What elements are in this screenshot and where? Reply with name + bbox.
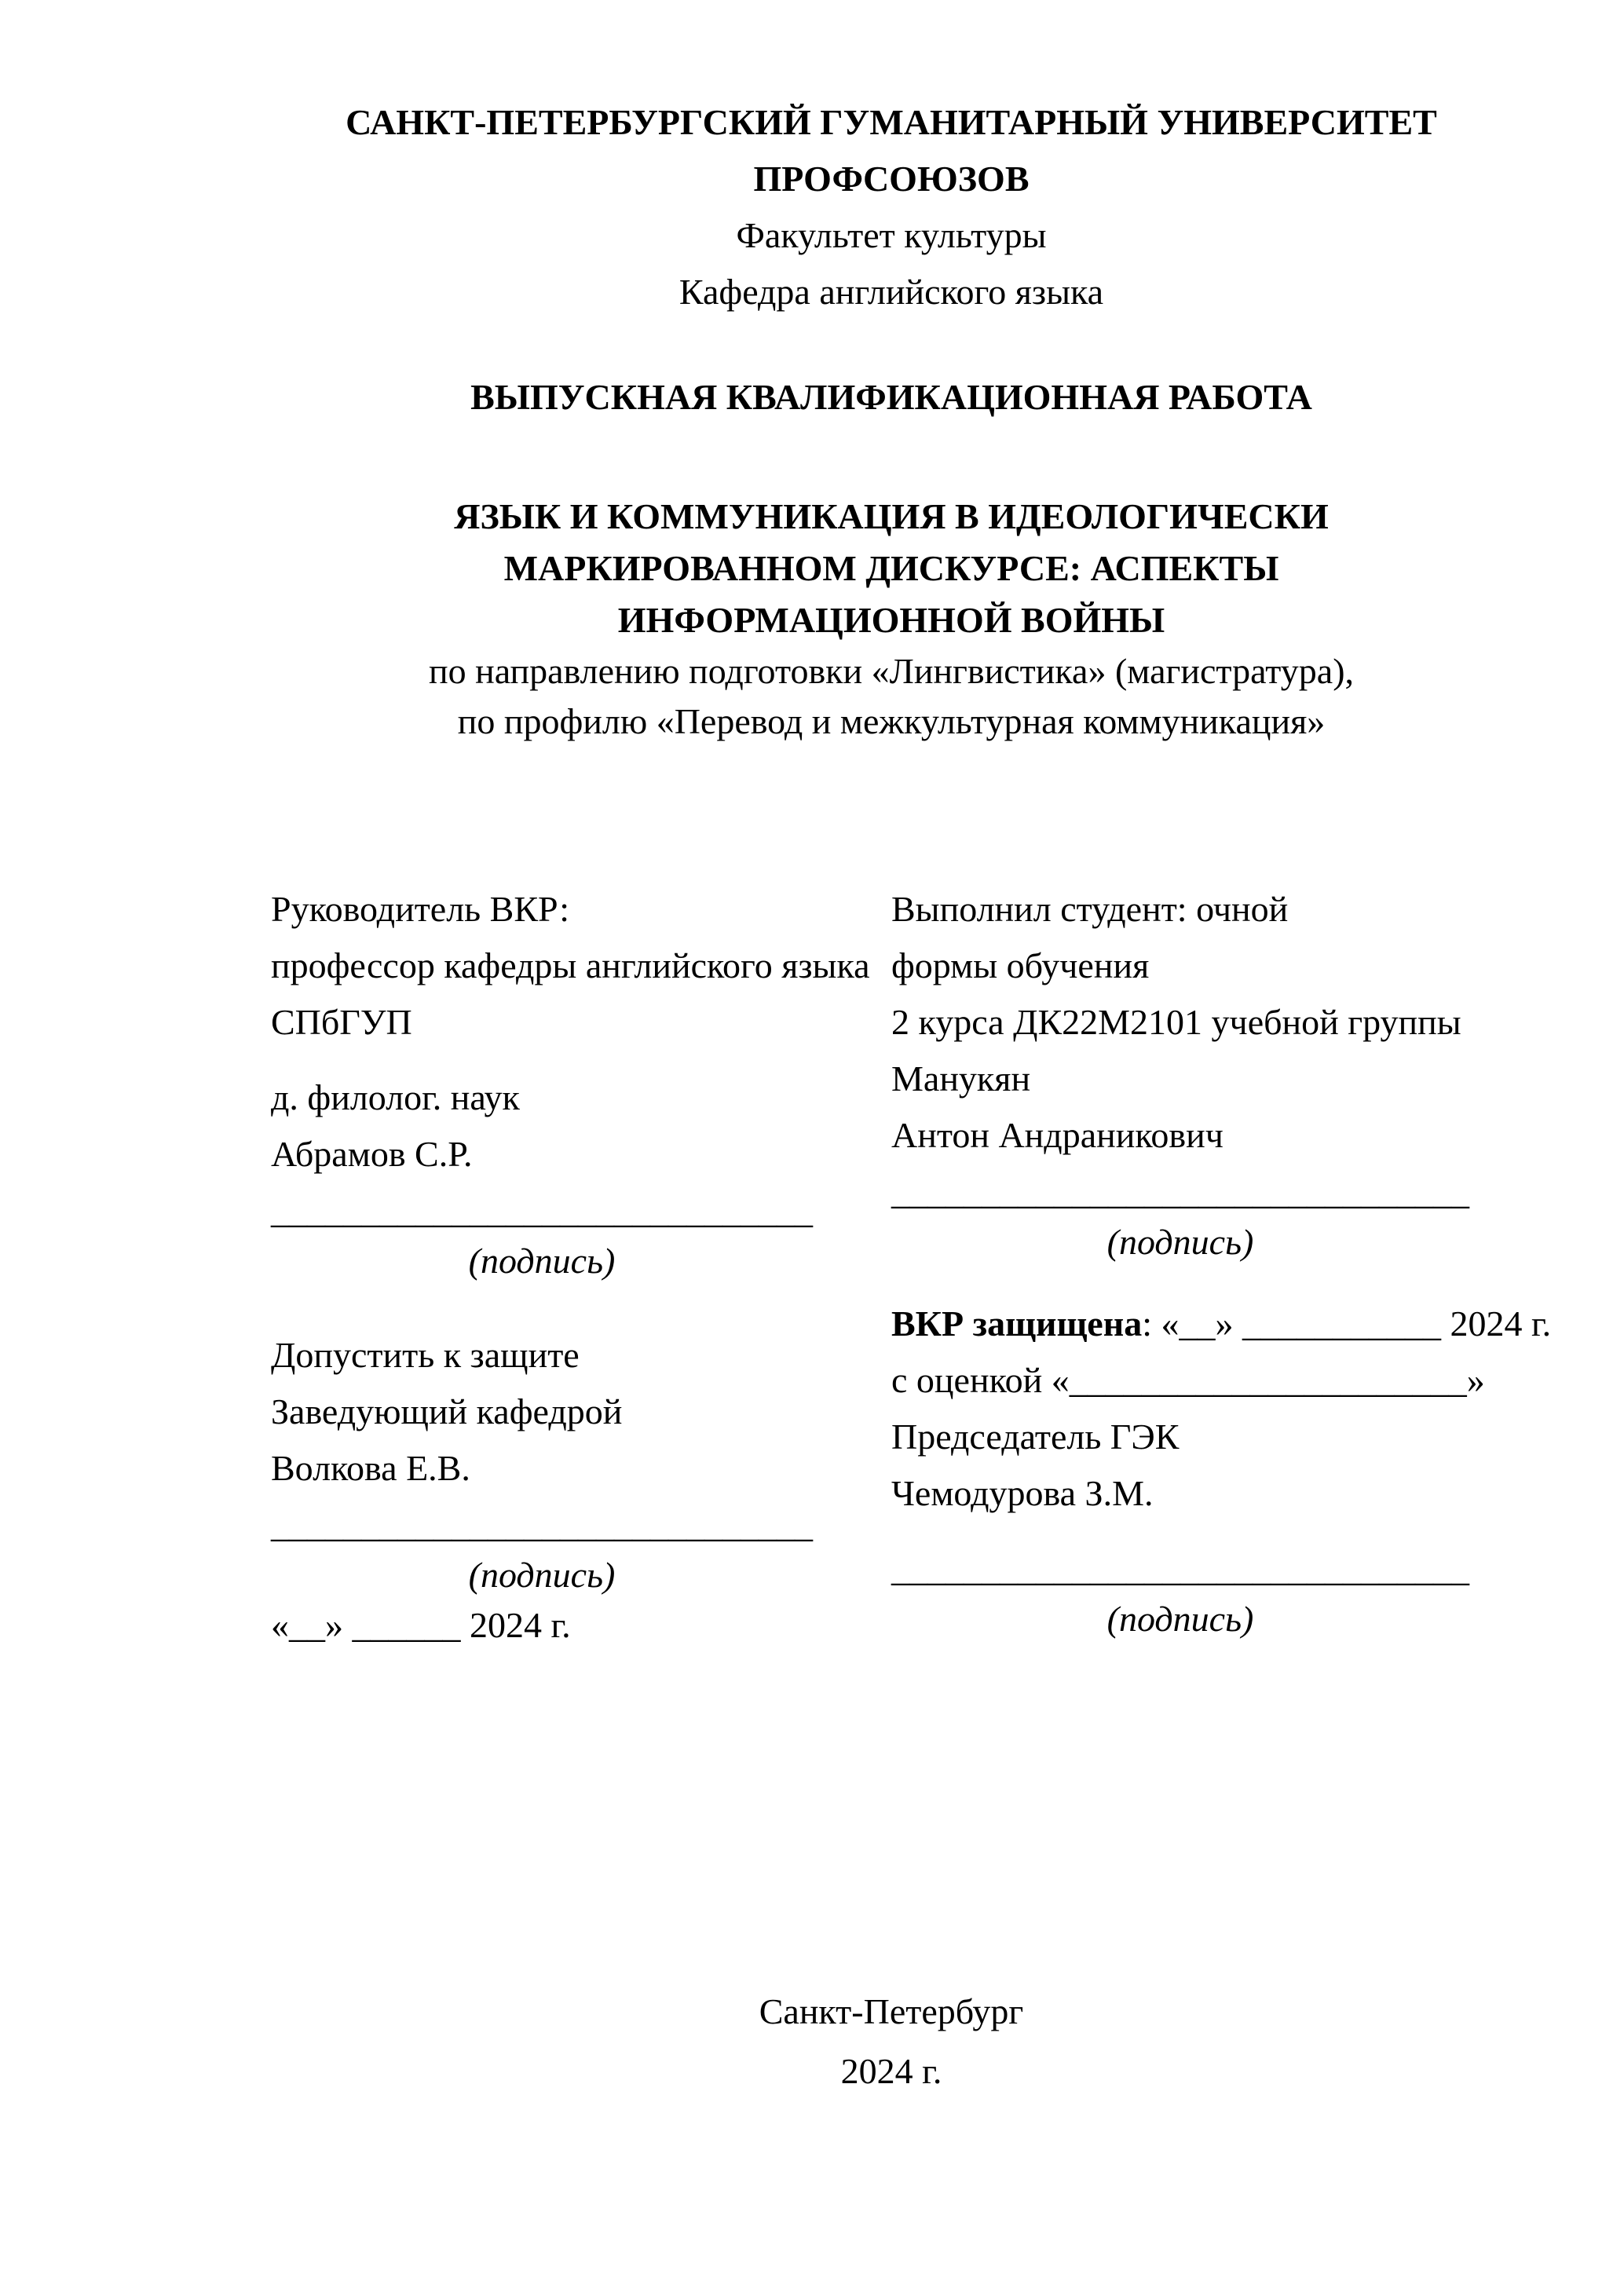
defense-grade-line: с оценкой «______________________» (891, 1360, 1485, 1400)
defense-defended-label: ВКР защищена (891, 1303, 1143, 1344)
thesis-title-line1: ЯЗЫК И КОММУНИКАЦИЯ В ИДЕОЛОГИЧЕСКИ (454, 496, 1329, 536)
supervisor-signature-caption: (подпись) (468, 1241, 616, 1281)
university-header (271, 94, 1512, 320)
supervisor-degree: д. филолог. наук (271, 1077, 520, 1117)
defense-defended-line (891, 1296, 1552, 1352)
footer-year: 2024 г. (840, 2051, 942, 2091)
admission-date-line: «__» ______ 2024 г. (271, 1605, 571, 1645)
student-signature-line: ________________________________ (891, 1172, 1469, 1212)
defense-chair-name: Чемодурова З.М. (891, 1473, 1154, 1513)
program-line2: по профилю «Перевод и межкультурная коммуникация» (457, 701, 1326, 741)
work-type-block (271, 369, 1512, 426)
admission-name: Волкова Е.В. (271, 1448, 470, 1488)
supervisor-position-line2: СПбГУП (271, 1002, 412, 1042)
defense-signature-caption: (подпись) (1106, 1599, 1254, 1639)
supervisor-name: Абрамов С.Р. (271, 1134, 473, 1174)
university-name-line2: ПРОФСОЮЗОВ (753, 159, 1030, 199)
supervisor-position-line1: профессор кафедры английского языка (271, 945, 870, 985)
university-name-line1: САНКТ-ПЕТЕРБУРГСКИЙ ГУМАНИТАРНЫЙ УНИВЕРСИТЕТ (346, 102, 1437, 142)
program-line1: по направлению подготовки «Лингвистика» (магистратура), (428, 651, 1355, 691)
thesis-title-line2: МАРКИРОВАННОМ ДИСКУРСЕ: АСПЕКТЫ (503, 548, 1279, 588)
admission-signature-line: ______________________________ (271, 1504, 813, 1545)
footer (271, 1982, 1512, 2101)
thesis-title (271, 491, 1512, 646)
defense-chair-role: Председатель ГЭК (891, 1417, 1180, 1457)
department-name: Кафедра английского языка (678, 272, 1104, 312)
supervisor-role: Руководитель ВКР: (271, 889, 570, 929)
footer-city: Санкт-Петербург (759, 1991, 1024, 2031)
admission-line1: Допустить к защите (271, 1335, 580, 1375)
student-line3: 2 курса ДК22М2101 учебной группы (891, 1002, 1461, 1042)
student-line1: Выполнил студент: очной (891, 889, 1289, 929)
defense-defended-rest: : «__» ___________ 2024 г. (1142, 1303, 1552, 1344)
defense-signature-line: ________________________________ (891, 1548, 1469, 1589)
student-line2: формы обучения (891, 945, 1150, 985)
supervisor-signature-line: ______________________________ (271, 1190, 813, 1230)
work-type-heading: ВЫПУСКНАЯ КВАЛИФИКАЦИОННАЯ РАБОТА (470, 377, 1312, 417)
student-surname: Манукян (891, 1058, 1031, 1099)
faculty-name: Факультет культуры (736, 215, 1047, 255)
admission-signature-caption: (подпись) (468, 1555, 616, 1595)
student-column (891, 881, 1552, 1641)
supervisor-column (271, 881, 870, 1654)
student-signature-caption: (подпись) (1106, 1222, 1254, 1262)
admission-line2: Заведующий кафедрой (271, 1391, 623, 1431)
program-info (271, 646, 1512, 747)
student-name: Антон Андраникович (891, 1115, 1223, 1155)
thesis-title-line3: ИНФОРМАЦИОННОЙ ВОЙНЫ (617, 600, 1165, 640)
